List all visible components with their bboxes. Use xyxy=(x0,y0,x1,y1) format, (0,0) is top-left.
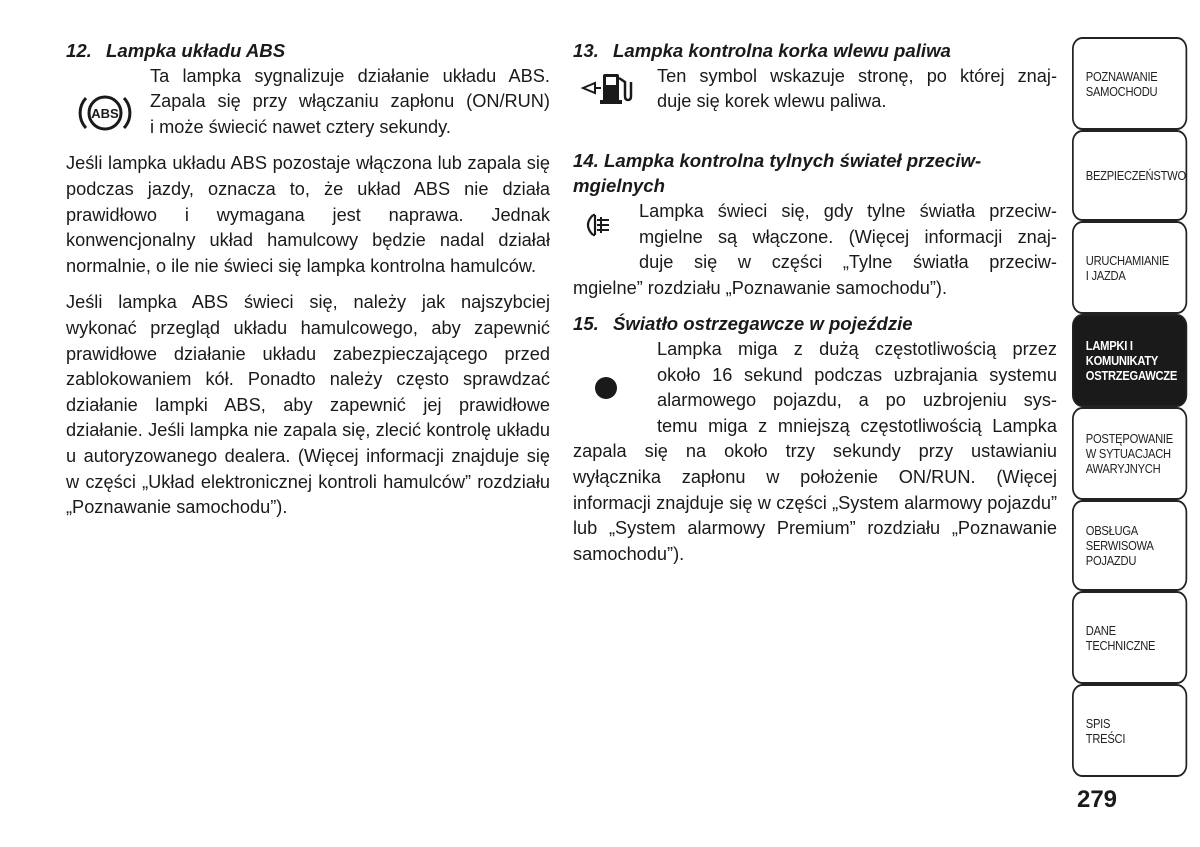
tab-spis-tresci[interactable] xyxy=(1072,684,1187,777)
security-line: alarmowego pojazdu, a po uzbrojeniu sys- xyxy=(657,390,1057,411)
security-heading-number: 15. xyxy=(573,313,599,335)
left-column xyxy=(66,38,550,521)
fuel-heading-text: Lampka kontrolna korka wlewu paliwa xyxy=(613,40,951,61)
fog-line: duje się w części „Tylne światła przeciw- xyxy=(639,252,1057,273)
tab-label: POSTĘPOWANIE W SYTUACJACH AWARYJNYCH xyxy=(1085,431,1173,476)
security-heading-text: Światło ostrzegawcze w pojeździe xyxy=(613,313,913,335)
fog-line: mgielne są włączone. (Więcej informacji znaj- xyxy=(639,226,1057,247)
fuel-lines xyxy=(573,64,1057,115)
security-line: Lampka miga z dużą częstotliwością przez xyxy=(657,338,1057,359)
tab-label: BEZPIECZEŃSTWO xyxy=(1085,168,1186,183)
tab-label: POZNAWANIE SAMOCHODU xyxy=(1085,68,1158,99)
tab-dane-techniczne[interactable] xyxy=(1072,591,1187,684)
tab-obsluga-serwisowa[interactable] xyxy=(1072,500,1187,591)
fuel-heading-number: 13. xyxy=(573,40,599,61)
abs-line: i może świecić nawet cztery sekundy. xyxy=(150,116,451,137)
tab-label: DANE TECHNICZNE xyxy=(1085,622,1156,653)
abs-heading-text: Lampka układu ABS xyxy=(106,40,286,61)
fog-lines xyxy=(573,199,1057,276)
abs-warning-icon xyxy=(78,86,132,140)
page-number: 279 xyxy=(1076,786,1118,813)
tab-postepowanie-w-sytuacjach[interactable] xyxy=(1072,407,1187,500)
right-column xyxy=(573,38,1057,567)
security-block xyxy=(573,337,1057,439)
rear-fog-light-icon xyxy=(581,207,631,243)
abs-line: Zapala się przy włączaniu zapłonu (ON/RUN) xyxy=(150,91,550,112)
abs-intro-lines xyxy=(66,64,550,141)
fuel-pump-icon xyxy=(581,68,637,108)
fog-tail: mgielne” rozdziału „Poznawanie samochodu”). xyxy=(573,277,948,298)
tab-label: SPIS TREŚCI xyxy=(1085,715,1126,746)
security-lines xyxy=(573,337,1057,439)
tab-label: LAMPKI I KOMUNIKATY OSTRZEGAWCZE xyxy=(1085,338,1178,383)
security-light-dot-icon xyxy=(593,375,619,401)
tab-lampki-i-komunikaty[interactable] xyxy=(1072,314,1187,407)
abs-heading xyxy=(66,38,550,64)
tab-bezpieczenstwo[interactable] xyxy=(1072,130,1187,221)
abs-icon-label: ABS xyxy=(91,105,119,121)
fog-heading: 14. Lampka kontrolna tylnych świateł przeciw-mgielnych xyxy=(573,149,982,197)
tab-poznawanie-samochodu[interactable] xyxy=(1072,37,1187,130)
fog-line: Lampka świeci się, gdy tylne światła przeciw- xyxy=(639,200,1057,221)
security-line: około 16 sekund podczas uzbrajania systemu xyxy=(657,364,1057,385)
abs-paragraph-2: Jeśli lampka układu ABS pozostaje włączona lub zapala się podczas jazdy, oznacza to, że układ ABS nie działa prawidłowo i wymagana jest naprawa. Jednak konwencjonalny układ hamulcowy będzie nadal działał normalnie, o ile nie świeci się lampka kontrolna hamulców. xyxy=(66,153,550,276)
tab-label: OBSŁUGA SERWISOWA POJAZDU xyxy=(1085,523,1154,568)
fog-block xyxy=(573,199,1057,276)
fuel-heading xyxy=(573,38,1057,64)
abs-line: Ta lampka sygnalizuje działanie układu ABS. xyxy=(150,65,550,86)
tab-label: URUCHAMIANIE I JAZDA xyxy=(1085,252,1170,283)
abs-paragraph-3: Jeśli lampka ABS świeci się, należy jak najszybciej wykonać przegląd układu hamulcowego, aby zapewnić prawidłowe działanie układu zabezpieczającego przed zablokowaniem kół. Ponadto należy często sprawdzać działanie lampki ABS, aby zapewnić jej prawidłowe działanie. Jeśli lampka nie zapala się, zlecić kontrolę układu u autoryzowanego dealera. (Więcej informacji znajduje się w części „Układ elektronicznej kontroli hamulców” rozdziału „Poznawanie samochodu”). xyxy=(66,292,550,518)
security-tail: zapala się na około trzy sekundy przy ustawianiu wyłącznika zapłonu w położenie ON/RUN. (Więcej informacji znajduje się w części „System alarmowy pojazdu” lub „System alarmowy Premium” rozdziału „Poznawanie samochodu”). xyxy=(573,441,1057,564)
abs-intro xyxy=(66,64,550,141)
fuel-block xyxy=(573,64,1057,115)
fuel-line: duje się korek wlewu paliwa. xyxy=(657,91,887,112)
security-line: temu miga z mniejszą częstotliwością Lampka xyxy=(657,415,1057,436)
security-heading xyxy=(573,311,1057,337)
tab-uruchamianie-i-jazda[interactable] xyxy=(1072,221,1187,314)
abs-heading-number: 12. xyxy=(66,40,92,61)
fuel-line: Ten symbol wskazuje stronę, po której znaj- xyxy=(657,65,1057,86)
